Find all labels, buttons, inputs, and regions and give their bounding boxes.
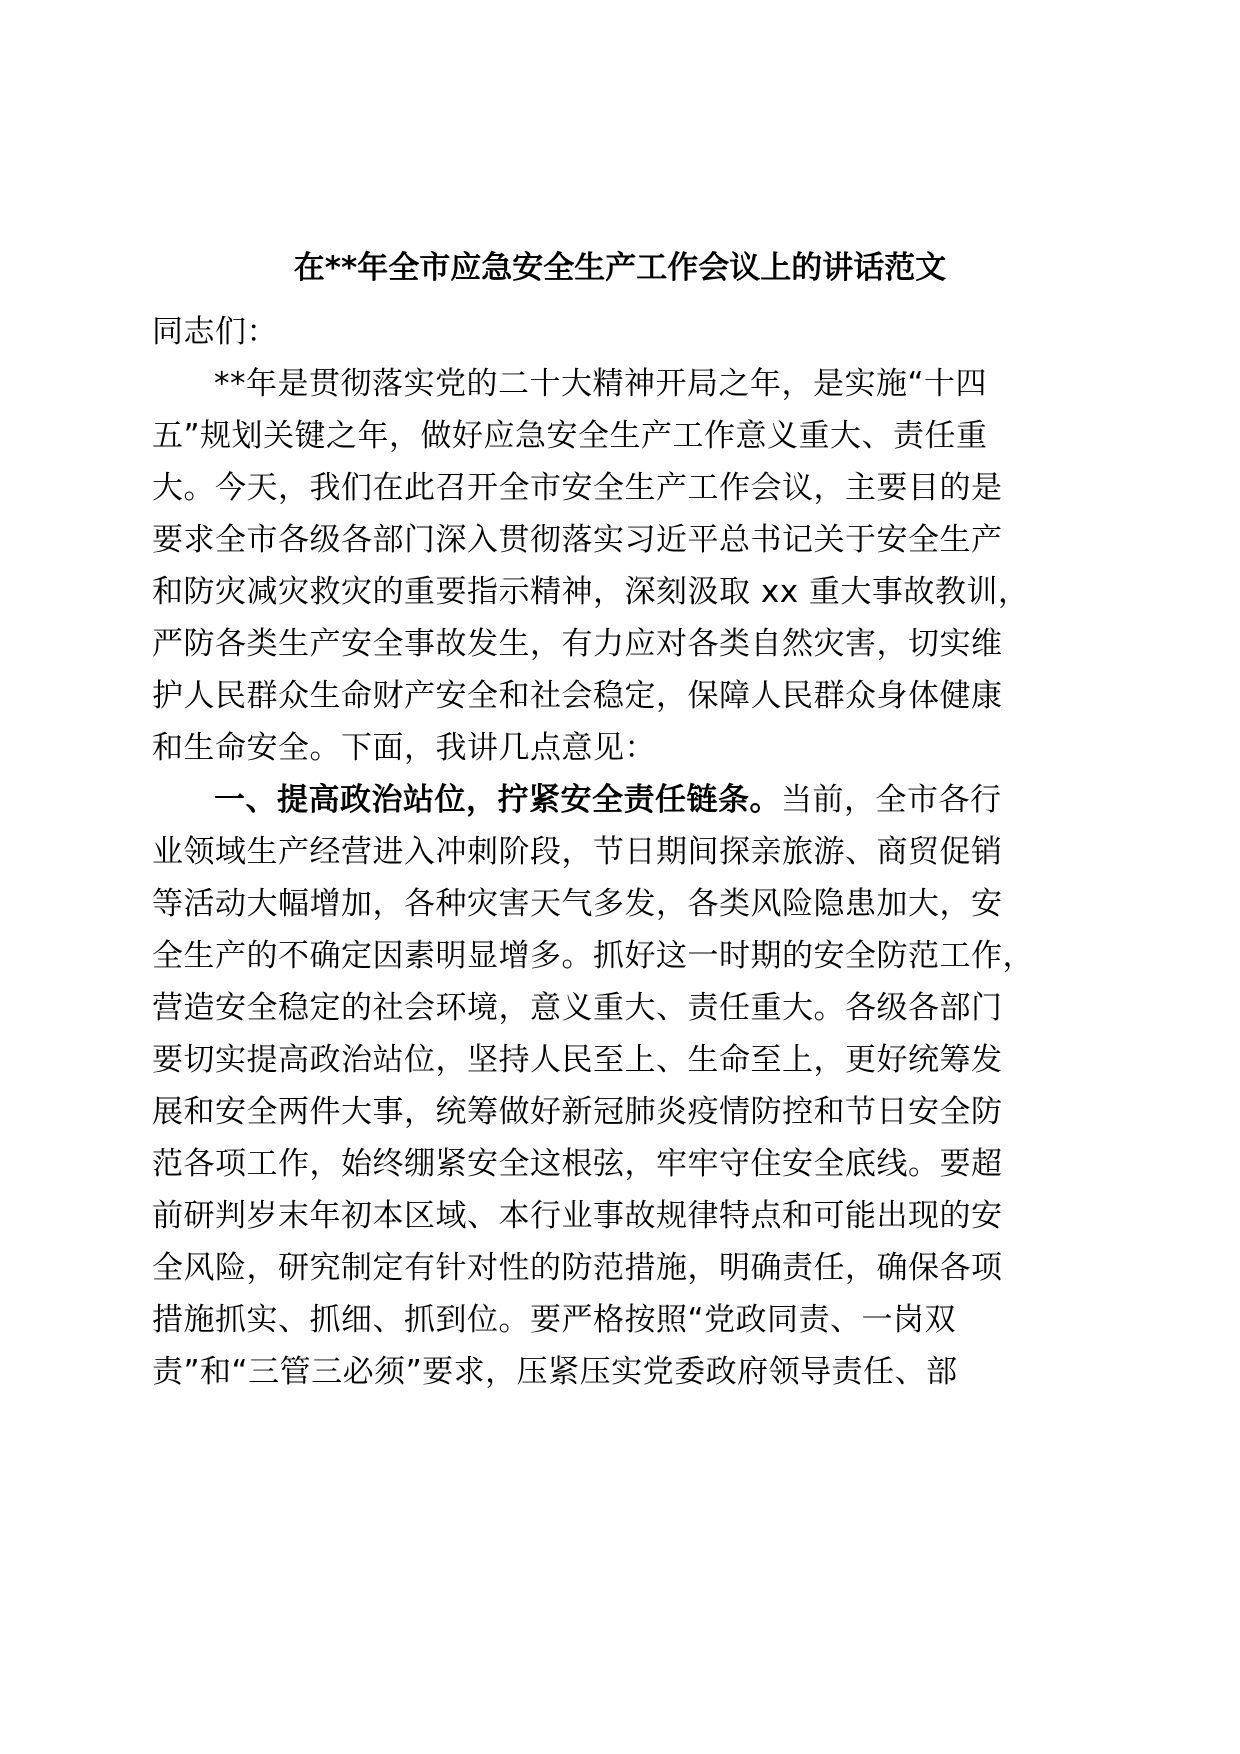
paragraph-line: 等活动大幅增加，各种灾害天气多发，各类风险隐患加大，安 — [152, 886, 1003, 922]
paragraph-line: 严防各类生产安全事故发生，有力应对各类自然灾害，切实维 — [152, 626, 1003, 662]
paragraph-line: 措施抓实、抓细、抓到位。要严格按照“党政同责、一岗双 — [152, 1302, 957, 1338]
paragraph-line: 和防灾减灾救灾的重要指示精神，深刻汲取 xx 重大事故教训， — [152, 574, 1030, 610]
paragraph-line: 要求全市各级各部门深入贯彻落实习近平总书记关于安全生产 — [152, 522, 1003, 558]
paragraph-line: 全生产的不确定因素明显增多。抓好这一时期的安全防范工作， — [152, 938, 1034, 974]
paragraph-line: 范各项工作，始终绷紧安全这根弦，牢牢守住安全底线。要超 — [152, 1146, 1003, 1182]
section-heading-line — [214, 780, 1002, 820]
paragraph-line: 前研判岁末年初本区域、本行业事故规律特点和可能出现的安 — [152, 1198, 1003, 1234]
paragraph-line: 护人民群众生命财产安全和社会稳定，保障人民群众身体健康 — [152, 678, 1003, 714]
paragraph-line: 和生命安全。下面，我讲几点意见： — [152, 730, 656, 766]
paragraph-line: 营造安全稳定的社会环境，意义重大、责任重大。各级各部门 — [152, 990, 1003, 1026]
paragraph-line: 责”和“三管三必须”要求，压紧压实党委政府领导责任、部 — [152, 1354, 958, 1390]
paragraph-line: 五”规划关键之年，做好应急安全生产工作意义重大、责任重 — [152, 418, 988, 454]
section-text: 当前，全市各行 — [781, 782, 1002, 818]
paragraph-line: **年是贯彻落实党的二十大精神开局之年，是实施“十四 — [214, 366, 988, 402]
paragraph-line: 展和安全两件大事，统筹做好新冠肺炎疫情防控和节日安全防 — [152, 1094, 1003, 1130]
document-title: 在**年全市应急安全生产工作会议上的讲话范文 — [293, 250, 947, 286]
paragraph-line: 大。今天，我们在此召开全市安全生产工作会议，主要目的是 — [152, 470, 1003, 506]
section-heading: 一、提高政治站位，拧紧安全责任链条。 — [214, 782, 781, 818]
paragraph-line: 全风险，研究制定有针对性的防范措施，明确责任，确保各项 — [152, 1250, 1003, 1286]
salutation: 同志们： — [152, 314, 278, 350]
paragraph-line: 业领域生产经营进入冲刺阶段，节日期间探亲旅游、商贸促销 — [152, 834, 1003, 870]
paragraph-line: 要切实提高政治站位，坚持人民至上、生命至上，更好统筹发 — [152, 1042, 1003, 1078]
